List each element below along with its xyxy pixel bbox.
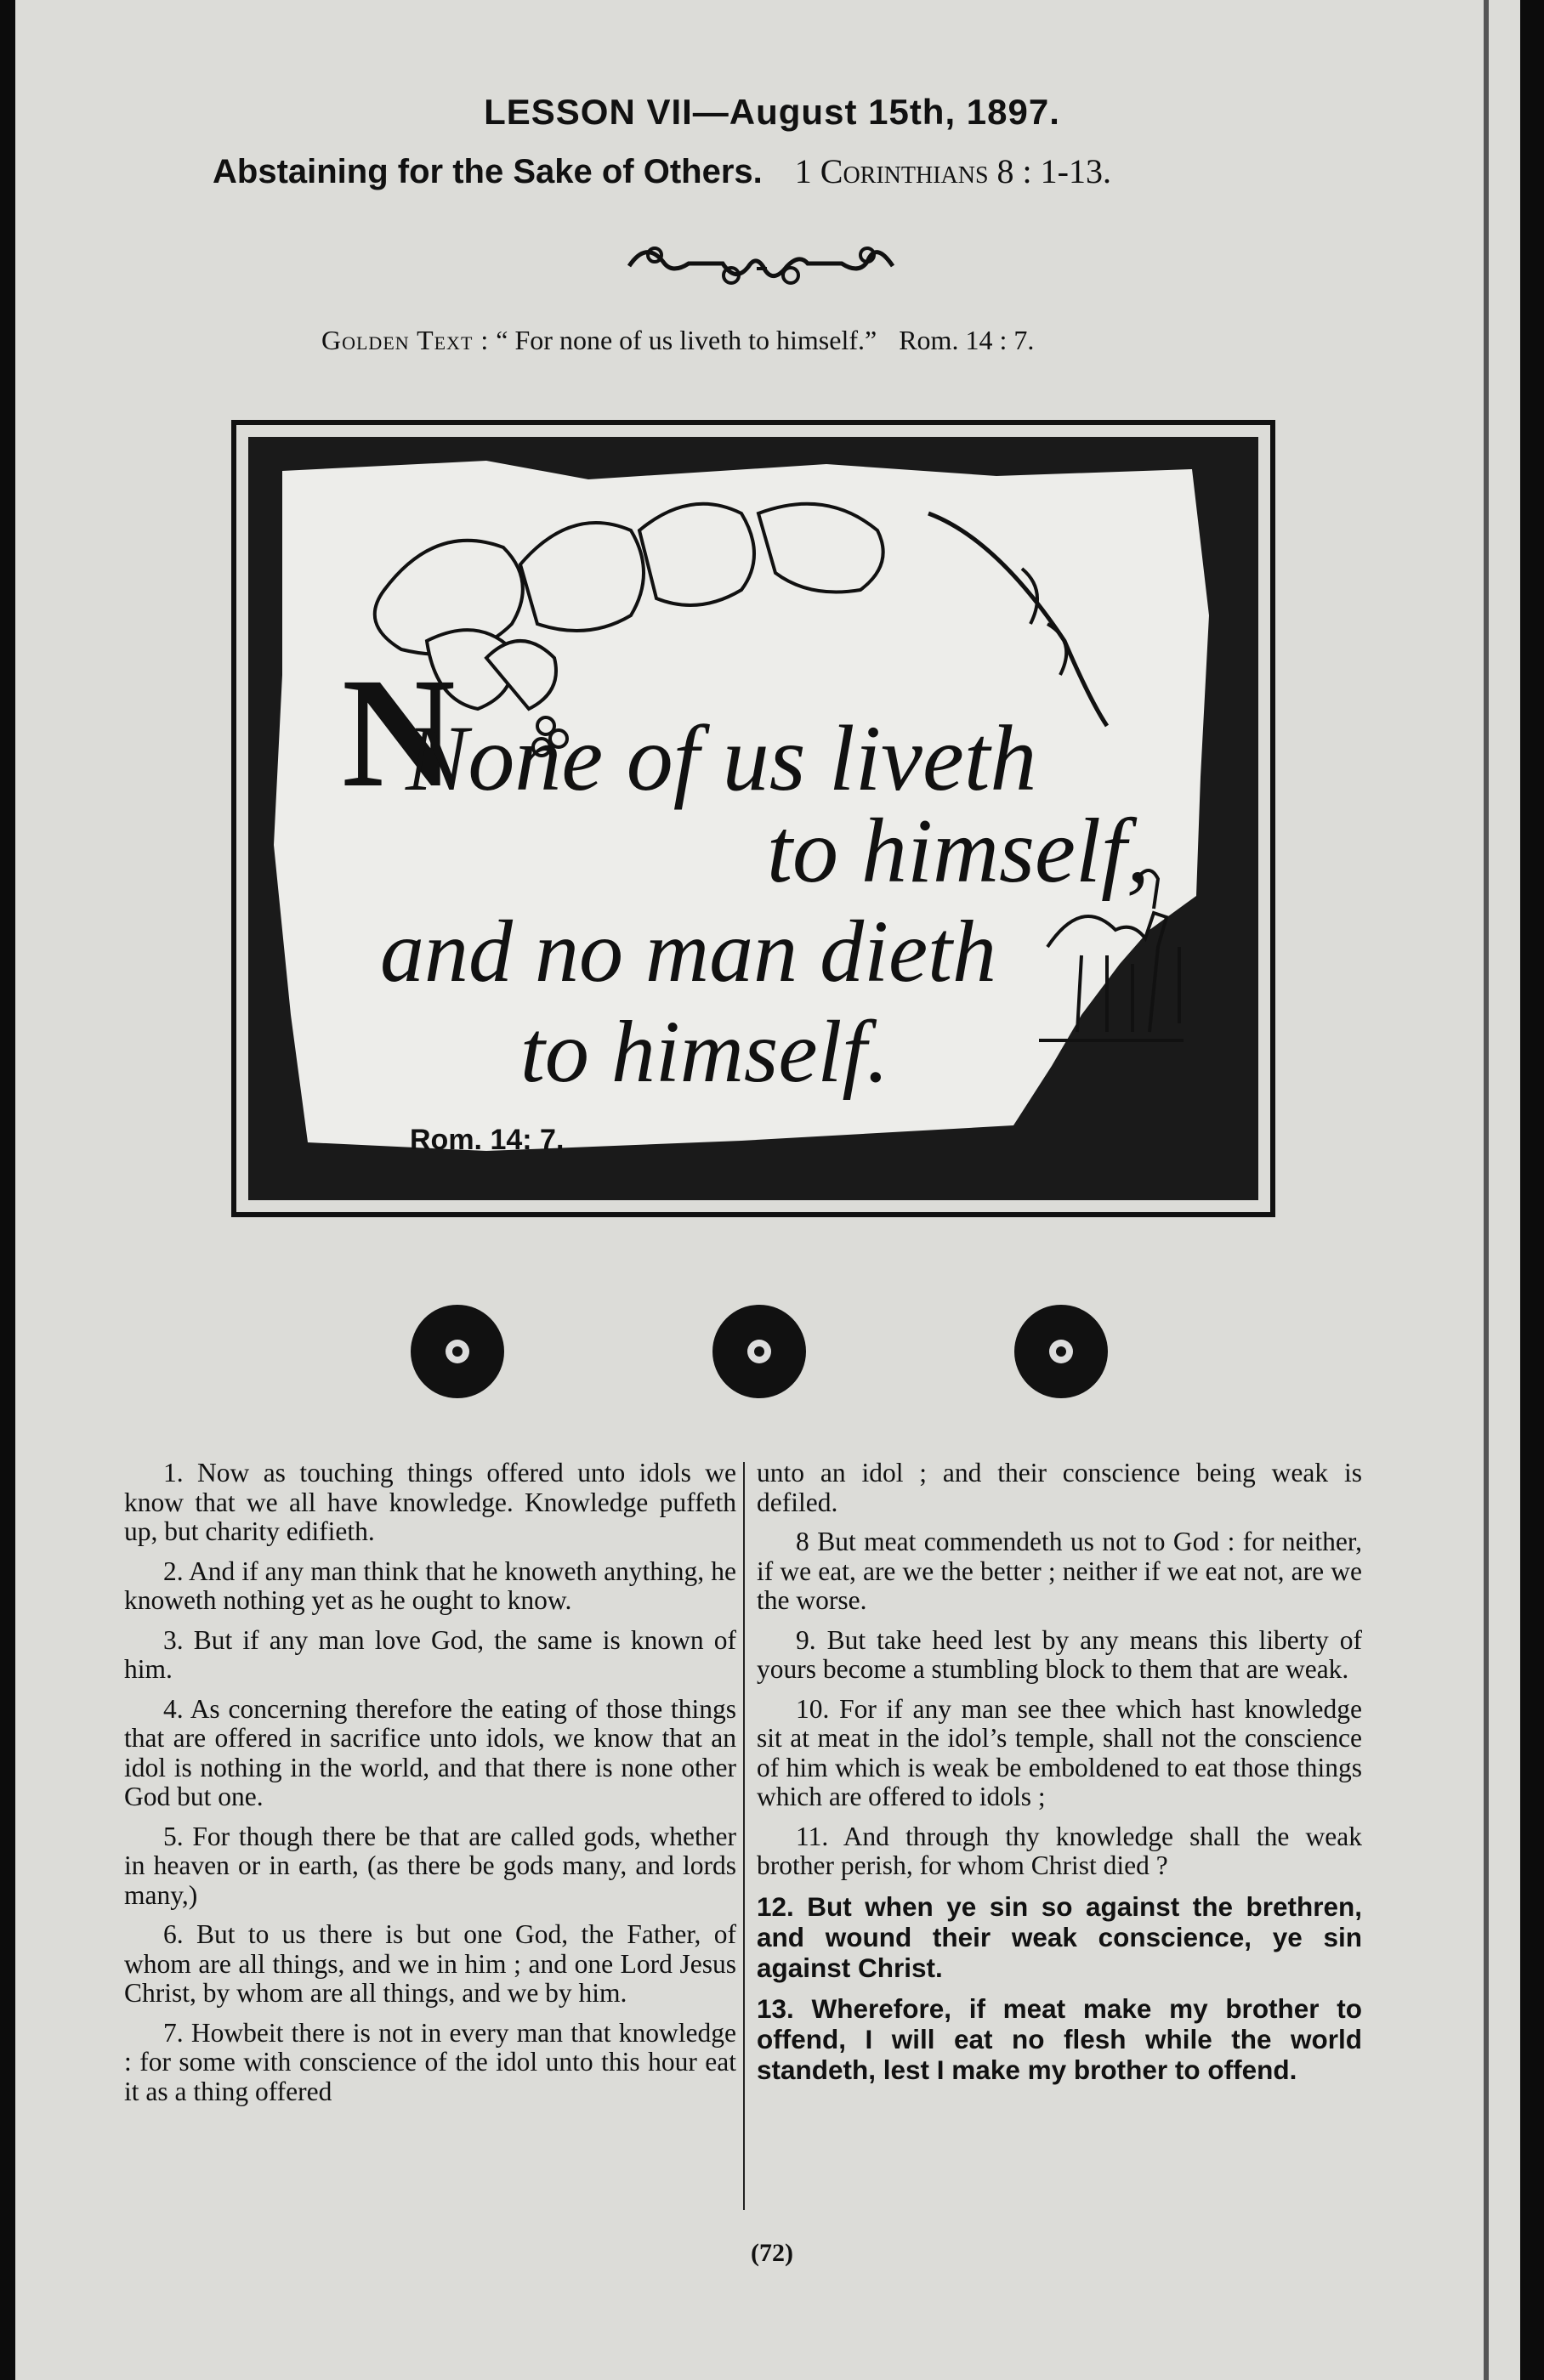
illuminated-capital-n: N: [342, 646, 456, 820]
verse-paragraph: [757, 1695, 1362, 1812]
scan-edge-right: [1520, 0, 1544, 2380]
verse-number: 1.: [163, 1458, 184, 1488]
verse-number: 10.: [796, 1693, 830, 1724]
verse-text: For if any man see thee which hast knowledge sit at meat in the idol’s temple, shall not the conscience of him which is weak be emboldened to eat those things which are offered to idols ;: [757, 1693, 1362, 1811]
verse-paragraph-bold: [757, 1891, 1362, 1983]
verse-number: 7.: [163, 2017, 184, 2048]
scripture-column-right: [757, 1459, 1362, 2095]
verse-text: Wherefore, if meat make my brother to offend, I will eat no flesh while the world standeth, lest I make my brother to offend.: [757, 1992, 1362, 2085]
scan-edge-left: [0, 0, 15, 2380]
illustration-line-2: to himself,: [767, 801, 1149, 902]
lesson-subtitle-row: [213, 151, 1403, 191]
verse-paragraph: [757, 1459, 1362, 1517]
verse-paragraph: [124, 1626, 736, 1685]
verse-paragraph: [124, 1822, 736, 1911]
illustration-line-1: None of us liveth: [406, 706, 1037, 810]
verse-number: 9.: [796, 1624, 816, 1655]
verse-number: 11.: [796, 1821, 829, 1851]
scripture-column-left: [124, 1459, 736, 2116]
verse-number: 12.: [757, 1890, 794, 1922]
verse-paragraph-bold: [757, 1993, 1362, 2085]
verse-text: But meat commendeth us not to God : for neither, if we eat, are we the better ; neither if we eat not, are we the worse.: [757, 1527, 1362, 1615]
verse-paragraph: [757, 1527, 1362, 1616]
illustration-reference: Rom. 14: 7.: [410, 1124, 565, 1156]
scripture-reference: 1 Corinthians 8 : 1-13.: [794, 152, 1111, 190]
verse-number: 3.: [163, 1624, 184, 1655]
verse-text: unto an idol ; and their conscience being weak is defiled.: [757, 1458, 1362, 1517]
golden-text: [321, 325, 1034, 356]
verse-number: 2.: [163, 1556, 184, 1586]
golden-text-label: Golden Text :: [321, 325, 490, 355]
verse-paragraph: [124, 1557, 736, 1616]
verse-paragraph: [757, 1626, 1362, 1685]
page-number: (72): [751, 2239, 793, 2267]
illustration-line-4: to himself.: [520, 1003, 889, 1101]
verse-text: But to us there is but one God, the Father, of whom are all things, and we in him ; and one Lord Jesus Christ, by whom are all things, and we by him.: [124, 1919, 737, 2008]
verse-text: But when ye sin so against the brethren, and wound their weak conscience, ye sin against Christ.: [757, 1890, 1362, 1983]
golden-text-quote: “ For none of us liveth to himself.”: [496, 325, 877, 355]
verse-number: 4.: [163, 1693, 184, 1724]
verse-number: 6.: [163, 1919, 184, 1949]
page-gutter-line: [1484, 0, 1489, 2380]
rosette-ornaments: [406, 1300, 1112, 1402]
scroll-ornament: [621, 236, 901, 296]
verse-paragraph: [124, 2019, 736, 2107]
verse-paragraph: [124, 1459, 736, 1547]
column-divider: [743, 1462, 745, 2210]
verse-paragraph: [124, 1695, 736, 1812]
verse-number: 5.: [163, 1821, 184, 1851]
verse-text: And through thy knowledge shall the weak brother perish, for whom Christ died ?: [757, 1821, 1363, 1880]
lesson-subtitle: Abstaining for the Sake of Others.: [213, 153, 763, 190]
verse-paragraph: [757, 1822, 1362, 1881]
verse-text: Now as touching things offered unto idols we know that we all have knowledge. Knowledge puffeth up, but charity edifieth.: [124, 1458, 737, 1546]
rosette-icon: [1014, 1305, 1108, 1398]
golden-text-reference: Rom. 14 : 7.: [899, 325, 1035, 355]
lesson-heading: LESSON VII—August 15th, 1897.: [484, 92, 1060, 132]
verse-text: Howbeit there is not in every man that knowledge : for some with conscience of the idol unto this hour eat it as a thing offered: [124, 2017, 736, 2106]
decorative-illustration: [231, 420, 1275, 1217]
verse-text: For though there be that are called gods, whether in heaven or in earth, (as there be gods many, and lords many,): [124, 1821, 736, 1910]
illustration-line-3: and no man dieth: [380, 903, 997, 1000]
verse-number: 13.: [757, 1992, 794, 2024]
verse-text: But take heed lest by any means this liberty of yours become a stumbling block to them that are weak.: [757, 1624, 1362, 1684]
rosette-icon: [411, 1305, 504, 1398]
verse-number: 8: [796, 1527, 809, 1556]
verse-text: And if any man think that he knoweth anything, he knoweth nothing yet as he ought to know.: [124, 1556, 737, 1615]
rosette-icon: [712, 1305, 806, 1398]
verse-text: But if any man love God, the same is known of him.: [124, 1624, 736, 1684]
verse-text: As concerning therefore the eating of those things that are offered in sacrifice unto idols, we know that an idol is nothing in the world, and that there is none other God but one.: [124, 1693, 736, 1811]
verse-paragraph: [124, 1920, 736, 2009]
